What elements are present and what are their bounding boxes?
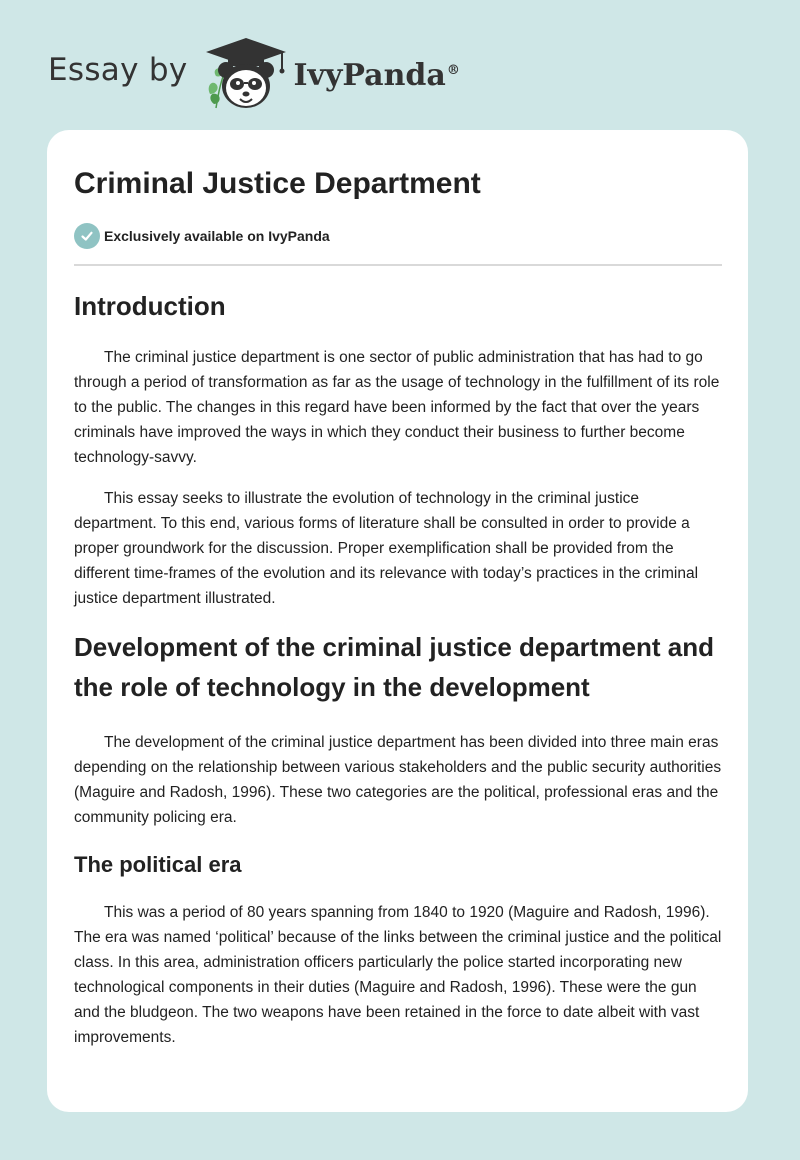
page-title: Criminal Justice Department — [74, 167, 481, 200]
paragraph: This essay seeks to illustrate the evolution of technology in the criminal justice department. To this end, various forms of literature shall be consulted in order to provide a proper groundwork for the discussion. Proper exemplification shall be provided from the different time-frames of the evolution and its relevance with today’s practices in the criminal justice department illustrated. — [74, 490, 699, 607]
section-heading-introduction: Introduction — [74, 291, 226, 321]
paragraph: The development of the criminal justice department has been divided into three main eras depending on the relationship between various stakeholders and the public security authorities (Maguire and Radosh, 1996). These two categories are the political, professional eras and the community policing era. — [74, 734, 722, 826]
section-heading-political-era: The political era — [74, 852, 242, 877]
section-heading-development: Development of the criminal justice department and the role of technology in the development — [74, 632, 715, 702]
badge-text: Exclusively available on IvyPanda — [104, 228, 330, 244]
check-circle-icon — [74, 223, 100, 249]
paragraph: This was a period of 80 years spanning from 1840 to 1920 (Maguire and Radosh, 1996). The era was named ‘political’ because of the links between the criminal justice and the political class. In this area, administration officers particularly the police started incorporating new technological components in their duties (Maguire and Radosh, 1996). These were the gun and the bludgeon. The two weapons have been retained in the force to date albeit with vast improvements. — [74, 904, 722, 1046]
panda-graduate-logo-icon — [202, 36, 290, 112]
essay-card — [47, 130, 748, 1112]
brand-header — [48, 34, 460, 114]
registered-mark: ® — [446, 62, 460, 78]
brand-name: IvyPanda® — [293, 57, 460, 93]
brand-prefix: Essay by — [48, 52, 188, 88]
paragraph: The criminal justice department is one sector of public administration that has had to go through a period of transformation as far as the usage of technology in the fulfillment of its role to the public. The changes in this regard have been informed by the fact that over the years criminals have improved the ways in which they conduct their business to further become technology-savvy. — [74, 349, 720, 466]
exclusive-badge — [74, 223, 722, 266]
